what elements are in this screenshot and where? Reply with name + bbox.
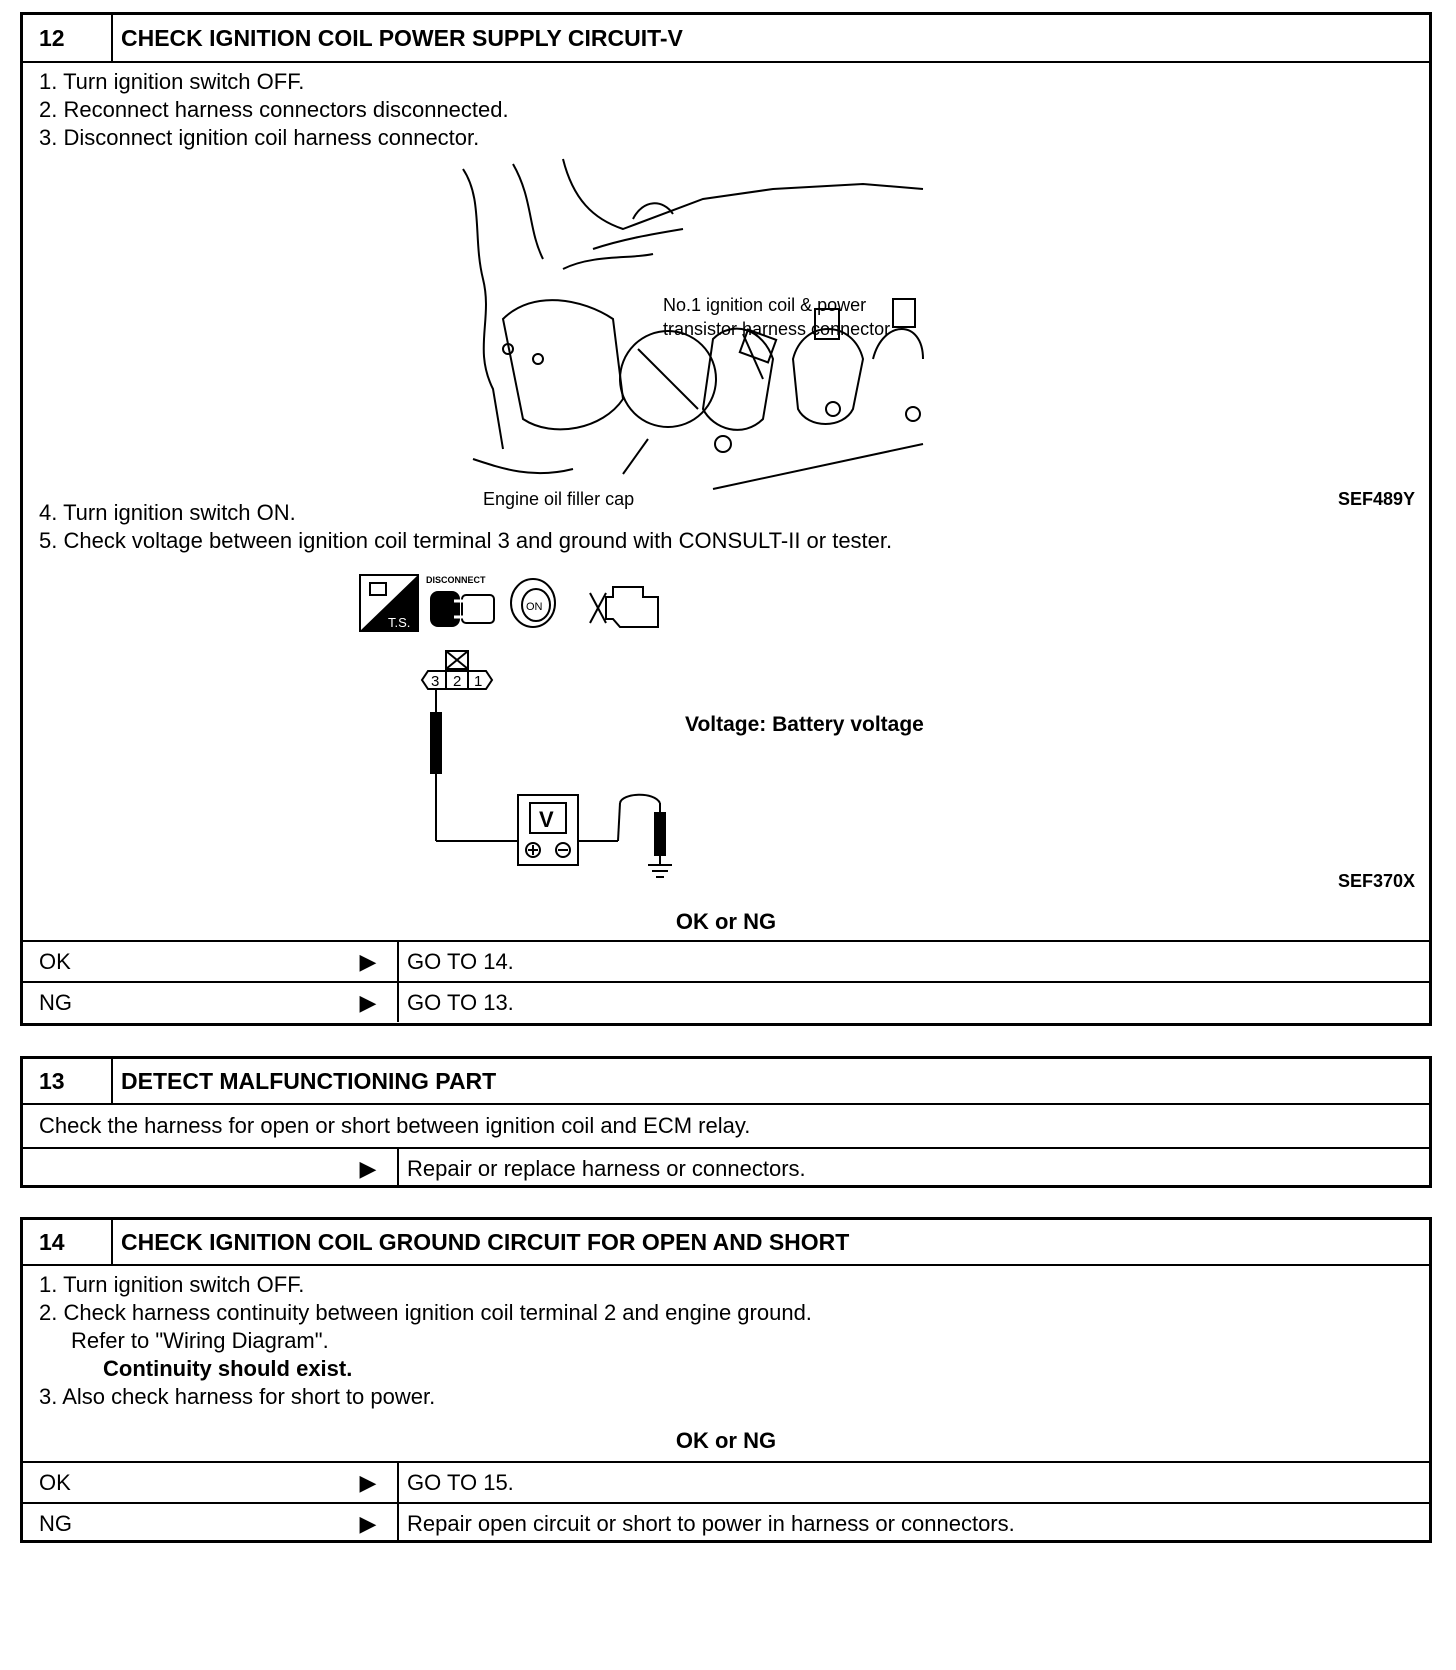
result-row-ok (23, 940, 1429, 981)
step-line: 3. Also check harness for short to power. (39, 1384, 436, 1409)
step-title: CHECK IGNITION COIL POWER SUPPLY CIRCUIT-V (121, 24, 683, 51)
step-number: 14 (23, 1220, 113, 1264)
filler-cap-label: Engine oil filler cap (483, 489, 635, 509)
step-13-text: Check the harness for open or short between ignition coil and ECM relay. (39, 1113, 751, 1138)
voltage-test-diagram (358, 573, 698, 883)
step-title: DETECT MALFUNCTIONING PART (121, 1067, 497, 1094)
result-row-ok (23, 1461, 1429, 1502)
ts-label: T.S. (388, 615, 411, 630)
voltmeter (518, 795, 578, 865)
step-14-block (20, 1217, 1432, 1543)
result-row (23, 1147, 1429, 1188)
step-line: 3. Disconnect ignition coil harness connector. (39, 125, 480, 150)
connector-label-line1: No.1 ignition coil & power (663, 295, 867, 315)
engine-illustration (443, 159, 923, 509)
step-line: 2. Reconnect harness connectors disconnected. (39, 97, 509, 122)
result-label (23, 1149, 339, 1188)
step-line: 4. Turn ignition switch ON. (39, 500, 296, 525)
result-action: GO TO 15. (397, 1463, 1429, 1502)
step-line: 2. Check harness continuity between ignition coil terminal 2 and engine ground. (39, 1300, 812, 1325)
result-label: NG (39, 989, 72, 1015)
connector-label-line2: transistor harness connector (663, 319, 891, 339)
result-action: Repair open circuit or short to power in harness or connectors. (397, 1504, 1429, 1543)
step-13-header (23, 1059, 1429, 1105)
step-line: Refer to "Wiring Diagram". (71, 1328, 329, 1353)
step-14-header (23, 1220, 1429, 1266)
result-label: OK (39, 948, 71, 974)
result-row-ng (23, 1502, 1429, 1543)
meter-label: V (539, 807, 554, 832)
result-action: Repair or replace harness or connectors. (397, 1149, 1429, 1188)
step-13-block (20, 1056, 1432, 1188)
result-row-ng (23, 981, 1429, 1022)
step-line: 1. Turn ignition switch OFF. (39, 69, 305, 94)
step-line: 5. Check voltage between ignition coil terminal 3 and ground with CONSULT-II or tester. (39, 528, 893, 553)
pin-3: 3 (431, 673, 440, 690)
disconnect-label: DISCONNECT (426, 575, 486, 585)
on-label: ON (526, 601, 543, 613)
disconnect-icon (426, 575, 494, 627)
ignition-on-icon (511, 579, 555, 627)
ok-or-ng-label: OK or NG (675, 1428, 777, 1453)
pin-1: 1 (474, 673, 483, 690)
ignition-coil-connector (422, 651, 492, 690)
arrow-icon: ▶ (359, 1155, 377, 1181)
result-action: GO TO 14. (397, 942, 1429, 981)
step-number: 13 (23, 1059, 113, 1103)
step-12-header (23, 15, 1429, 63)
voltage-spec: Voltage: Battery voltage (685, 713, 924, 736)
step-12-block (20, 12, 1432, 1026)
pin-2: 2 (453, 673, 462, 690)
arrow-icon: ▶ (359, 948, 377, 974)
step-title: CHECK IGNITION COIL GROUND CIRCUIT FOR OPEN AND SHORT (121, 1228, 850, 1255)
figure-id: SEF370X (1337, 871, 1415, 891)
step-12-body (23, 63, 1429, 940)
step-number: 12 (23, 15, 113, 61)
ts-icon (360, 575, 418, 631)
result-label: OK (39, 1469, 71, 1495)
arrow-icon: ▶ (359, 1469, 377, 1495)
arrow-icon: ▶ (359, 989, 377, 1015)
step-14-body (23, 1266, 1429, 1461)
result-label: NG (39, 1510, 72, 1536)
figure-id: SEF489Y (1337, 489, 1415, 509)
arrow-icon: ▶ (359, 1510, 377, 1536)
step-line: 1. Turn ignition switch OFF. (39, 1272, 305, 1297)
ok-or-ng-label: OK or NG (675, 909, 777, 934)
engine-icon (590, 587, 658, 627)
continuity-spec: Continuity should exist. (103, 1356, 353, 1381)
result-action: GO TO 13. (397, 983, 1429, 1022)
